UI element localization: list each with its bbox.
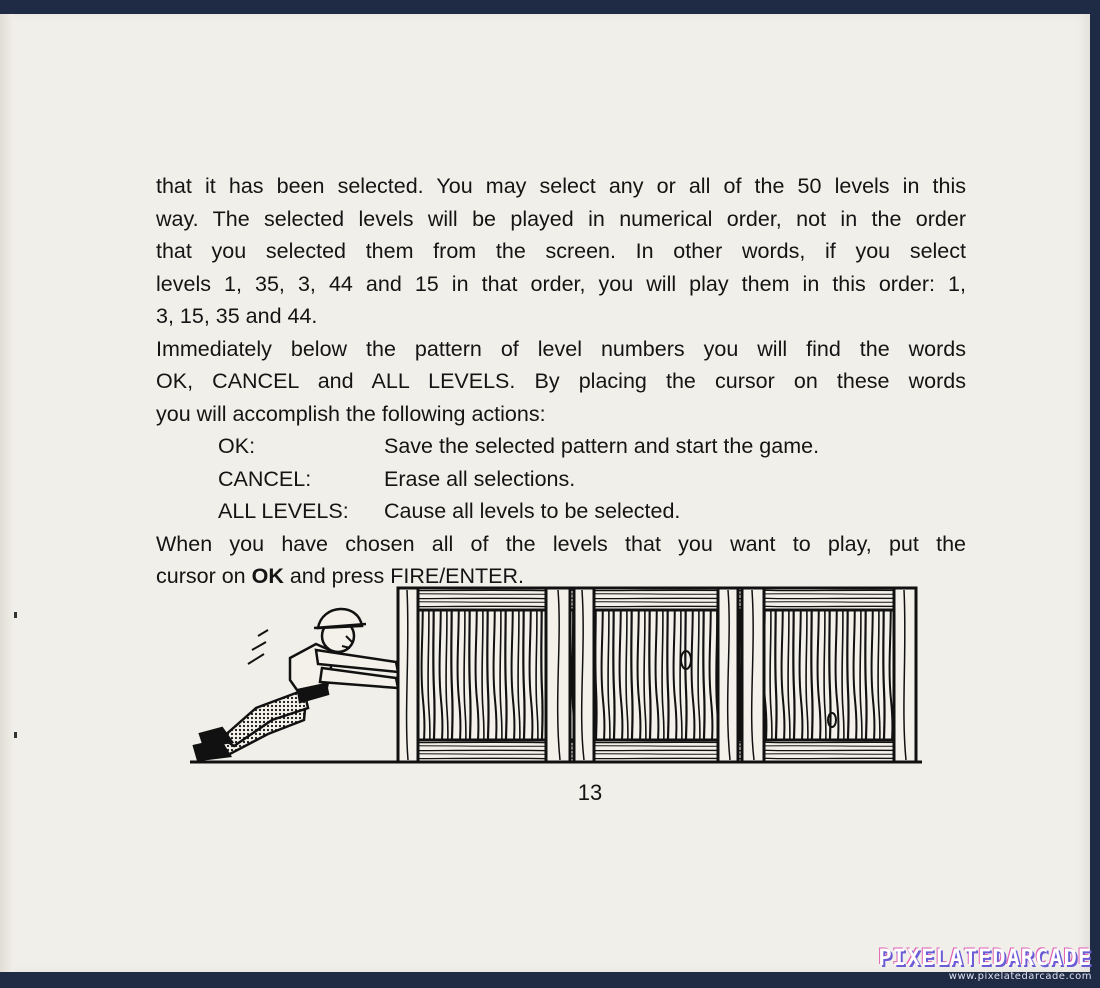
action-description: Cause all levels to be selected. [384,499,681,523]
man-figure [194,609,398,760]
action-row-all-levels [156,495,966,528]
paragraph-line-end: cursor on OK and press FIRE/ENTER. [156,564,525,588]
action-row-ok [156,430,966,463]
man-pushing-crate-illustration [186,580,926,770]
paragraph-menu-words: Immediately below the pattern of level numbers you will find the words OK, CANCEL and ALL LEVELS. By placing the cursor on these words [156,336,966,393]
action-term: OK: [218,434,256,458]
paragraph-confirm: When you have chosen all of the levels that you want to play, put the [156,531,966,556]
watermark-title: PIXELATEDARCADE [878,946,1092,971]
action-description: Erase all selections. [384,466,576,491]
paragraph-line-end: 3, 15, 35 and 44. [156,304,318,328]
action-row-cancel [156,463,966,496]
manual-text [156,170,966,593]
watermark-url: www.pixelatedarcade.com [948,971,1092,982]
page-spine-edge [0,14,14,972]
site-watermark [878,947,1092,982]
page-number: 13 [577,780,603,805]
paragraph-continued: that it has been selected. You may select any or all of the 50 levels in this way. The selected levels will be played in numerical order, not in the order that you selected them from the screen. In other words, if you select levels 1, 35, 3, 44 and 15 in that order, you will play them in this order: 1, [156,174,966,296]
paragraph-line-end: you will accomplish the following actions: [156,401,546,426]
ok-keyword: OK [251,564,284,588]
action-description: Save the selected pattern and start the game. [384,434,820,458]
binding-mark [14,732,17,738]
action-term: ALL LEVELS: [218,499,349,523]
action-term: CANCEL: [218,466,312,491]
binding-mark [14,612,17,618]
action-list [156,430,966,528]
wooden-crate [398,588,916,762]
